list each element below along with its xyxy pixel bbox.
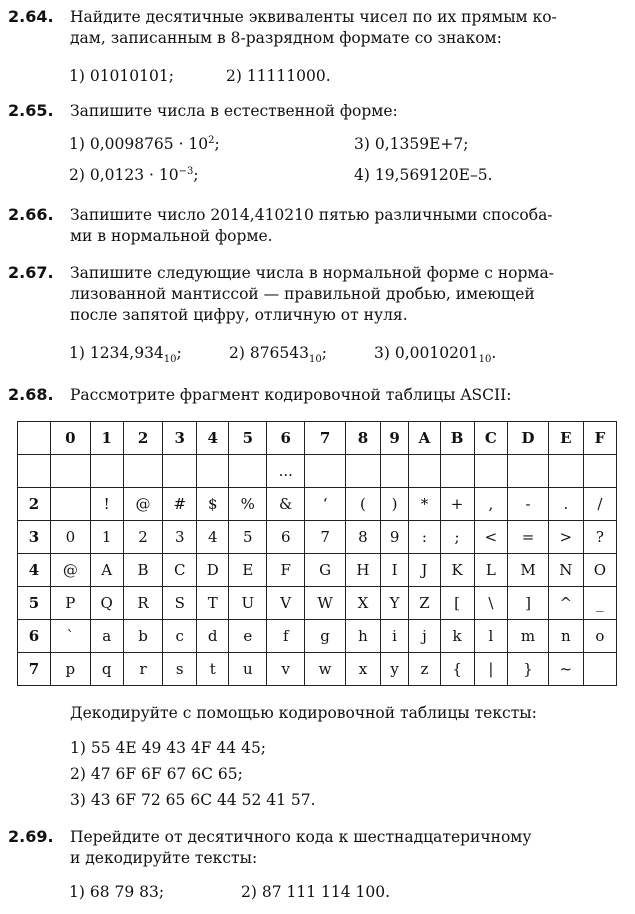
table-cell: W: [305, 587, 346, 620]
table-cell: [51, 488, 91, 521]
table-cell: u: [229, 653, 267, 686]
table-cell: ‘: [305, 488, 346, 521]
table-cell: [: [440, 587, 474, 620]
task-text: Рассмотрите фрагмент кодировочной таблицы ASCII:: [70, 386, 512, 404]
task-2-64: [8, 6, 627, 49]
table-cell: .: [548, 488, 583, 521]
table-row: [18, 488, 617, 521]
table-cell: N: [548, 554, 583, 587]
table-corner-cell: [18, 422, 51, 455]
table-row: [18, 587, 617, 620]
task-number: 2.64.: [8, 7, 54, 26]
table-cell: k: [440, 620, 474, 653]
table-cell: R: [123, 587, 163, 620]
column-header: 3: [163, 422, 197, 455]
table-cell: i: [380, 620, 408, 653]
column-header: 1: [90, 422, 123, 455]
table-cell: m: [508, 620, 549, 653]
table-cell: !: [90, 488, 123, 521]
table-cell: ?: [583, 521, 616, 554]
column-header: F: [583, 422, 616, 455]
table-cell: `: [51, 620, 91, 653]
table-cell: h: [345, 620, 380, 653]
table-cell: 3: [163, 521, 197, 554]
table-cell: J: [409, 554, 440, 587]
table-cell: [123, 455, 163, 488]
column-header: 4: [197, 422, 229, 455]
row-header: 6: [18, 620, 51, 653]
option-1: 1) 01010101;: [69, 67, 174, 85]
row-header: 5: [18, 587, 51, 620]
table-cell: [305, 455, 346, 488]
table-cell: }: [508, 653, 549, 686]
task-text-line: Запишите число 2014,410210 пятью различными способа-: [70, 206, 553, 224]
table-cell: X: [345, 587, 380, 620]
table-cell: ): [380, 488, 408, 521]
column-header: 2: [123, 422, 163, 455]
table-row: [18, 620, 617, 653]
table-cell: [345, 455, 380, 488]
table-header-row: [18, 422, 617, 455]
table-cell: :: [409, 521, 440, 554]
table-cell: 5: [229, 521, 267, 554]
table-cell: 4: [197, 521, 229, 554]
table-cell: j: [409, 620, 440, 653]
table-cell: ^: [548, 587, 583, 620]
task-text-line: дам, записанным в 8-разрядном формате со знаком:: [70, 28, 502, 47]
table-cell: [90, 455, 123, 488]
row-header: [18, 455, 51, 488]
option-2: 2) 11111000.: [226, 67, 331, 85]
task-number: 2.68.: [8, 385, 54, 404]
table-cell: [163, 455, 197, 488]
option-4: 4) 19,569120E–5.: [354, 166, 493, 184]
task-number: 2.69.: [8, 827, 54, 846]
table-cell: @: [123, 488, 163, 521]
table-cell: &: [267, 488, 305, 521]
table-cell: p: [51, 653, 91, 686]
table-cell: A: [90, 554, 123, 587]
table-cell: P: [51, 587, 91, 620]
table-cell: E: [229, 554, 267, 587]
table-cell: [583, 455, 616, 488]
table-cell: r: [123, 653, 163, 686]
table-cell: C: [163, 554, 197, 587]
task-2-65: [8, 100, 627, 122]
table-cell: (: [345, 488, 380, 521]
table-cell: -: [508, 488, 549, 521]
table-cell: M: [508, 554, 549, 587]
table-cell: %: [229, 488, 267, 521]
option-3: 3) $0,0010201_{10}$.: [374, 344, 497, 366]
table-cell: F: [267, 554, 305, 587]
table-cell: $: [197, 488, 229, 521]
table-cell: [548, 455, 583, 488]
table-cell: {: [440, 653, 474, 686]
table-cell: _: [583, 587, 616, 620]
table-cell: [51, 455, 91, 488]
table-row: [18, 455, 617, 488]
table-row: [18, 521, 617, 554]
column-header: 6: [267, 422, 305, 455]
table-cell: [197, 455, 229, 488]
column-header: A: [409, 422, 440, 455]
task-text-line: ми в нормальной форме.: [70, 226, 273, 245]
column-header: D: [508, 422, 549, 455]
table-cell: ;: [440, 521, 474, 554]
table-cell: s: [163, 653, 197, 686]
table-cell: [229, 455, 267, 488]
table-cell: U: [229, 587, 267, 620]
table-cell: c: [163, 620, 197, 653]
table-cell: f: [267, 620, 305, 653]
table-cell: 6: [267, 521, 305, 554]
table-cell: q: [90, 653, 123, 686]
table-cell: [474, 455, 508, 488]
table-cell: #: [163, 488, 197, 521]
decode-instruction: Декодируйте с помощью кодировочной таблицы тексты:: [70, 704, 537, 722]
option-2: 2) $876543_{10}$;: [229, 344, 327, 366]
table-cell: <: [474, 521, 508, 554]
table-cell: I: [380, 554, 408, 587]
option-1: 1) $1234,934_{10}$;: [69, 344, 182, 366]
table-cell: *: [409, 488, 440, 521]
task-text-line: после запятой цифру, отличную от нуля.: [70, 305, 408, 324]
table-cell: V: [267, 587, 305, 620]
table-cell: ~: [548, 653, 583, 686]
decode-item-2: 2) 47 6F 6F 67 6C 65;: [70, 765, 243, 783]
table-cell: S: [163, 587, 197, 620]
table-cell: ]: [508, 587, 549, 620]
task-2-66: [8, 204, 627, 247]
task-number: 2.67.: [8, 263, 54, 282]
ascii-table: [17, 421, 617, 686]
column-header: C: [474, 422, 508, 455]
table-cell: T: [197, 587, 229, 620]
table-cell: ...: [267, 455, 305, 488]
task-2-68: [8, 384, 627, 406]
table-cell: a: [90, 620, 123, 653]
table-cell: K: [440, 554, 474, 587]
table-row: [18, 653, 617, 686]
table-cell: l: [474, 620, 508, 653]
table-cell: =: [508, 521, 549, 554]
table-cell: |: [474, 653, 508, 686]
table-cell: @: [51, 554, 91, 587]
table-cell: z: [409, 653, 440, 686]
table-cell: D: [197, 554, 229, 587]
table-cell: +: [440, 488, 474, 521]
row-header: 7: [18, 653, 51, 686]
table-cell: 8: [345, 521, 380, 554]
decode-item-1: 1) 55 4E 49 43 4F 44 45;: [70, 739, 267, 757]
table-body: [18, 455, 617, 686]
task-text-line: Запишите следующие числа в нормальной форме с норма-: [70, 264, 554, 282]
column-header: 5: [229, 422, 267, 455]
table-cell: 1: [90, 521, 123, 554]
table-cell: ,: [474, 488, 508, 521]
table-cell: t: [197, 653, 229, 686]
table-cell: [508, 455, 549, 488]
table-cell: 9: [380, 521, 408, 554]
column-header: E: [548, 422, 583, 455]
table-cell: 2: [123, 521, 163, 554]
table-cell: L: [474, 554, 508, 587]
table-cell: [440, 455, 474, 488]
table-cell: w: [305, 653, 346, 686]
column-header: 0: [51, 422, 91, 455]
task-2-69: [8, 826, 627, 869]
table-cell: [583, 653, 616, 686]
table-cell: 7: [305, 521, 346, 554]
table-cell: B: [123, 554, 163, 587]
task-text-line: Найдите десятичные эквиваленты чисел по их прямым ко-: [70, 8, 557, 26]
option-2: 2) 87 111 114 100.: [241, 883, 391, 901]
task-number: 2.66.: [8, 205, 54, 224]
table-cell: Q: [90, 587, 123, 620]
table-cell: 0: [51, 521, 91, 554]
table-cell: v: [267, 653, 305, 686]
table-cell: [380, 455, 408, 488]
row-header: 4: [18, 554, 51, 587]
option-1: 1) $0,0098765 \cdot 10^2$;: [69, 134, 220, 153]
table-cell: g: [305, 620, 346, 653]
option-3: 3) 0,1359E+7;: [354, 135, 469, 153]
table-cell: b: [123, 620, 163, 653]
task-2-67: [8, 262, 627, 326]
table-cell: d: [197, 620, 229, 653]
table-cell: y: [380, 653, 408, 686]
task-text: Запишите числа в естественной форме:: [70, 102, 398, 120]
decode-item-3: 3) 43 6F 72 65 6C 44 52 41 57.: [70, 791, 316, 809]
table-cell: o: [583, 620, 616, 653]
table-cell: e: [229, 620, 267, 653]
task-text-line: и декодируйте тексты:: [70, 848, 258, 867]
table-cell: H: [345, 554, 380, 587]
option-1: 1) 68 79 83;: [69, 883, 165, 901]
column-header: 7: [305, 422, 346, 455]
option-2: 2) $0,0123 \cdot 10^{-3}$;: [69, 165, 199, 184]
table-row: [18, 554, 617, 587]
column-header: 9: [380, 422, 408, 455]
table-cell: >: [548, 521, 583, 554]
table-cell: \: [474, 587, 508, 620]
row-header: 2: [18, 488, 51, 521]
table-cell: Z: [409, 587, 440, 620]
task-text-line: лизованной мантиссой — правильной дробью, имеющей: [70, 284, 535, 303]
table-cell: /: [583, 488, 616, 521]
table-cell: O: [583, 554, 616, 587]
column-header: 8: [345, 422, 380, 455]
column-header: B: [440, 422, 474, 455]
table-cell: x: [345, 653, 380, 686]
table-cell: [409, 455, 440, 488]
row-header: 3: [18, 521, 51, 554]
table-cell: n: [548, 620, 583, 653]
table-cell: G: [305, 554, 346, 587]
task-text-line: Перейдите от десятичного кода к шестнадцатеричному: [70, 828, 532, 846]
table-cell: Y: [380, 587, 408, 620]
task-number: 2.65.: [8, 101, 54, 120]
